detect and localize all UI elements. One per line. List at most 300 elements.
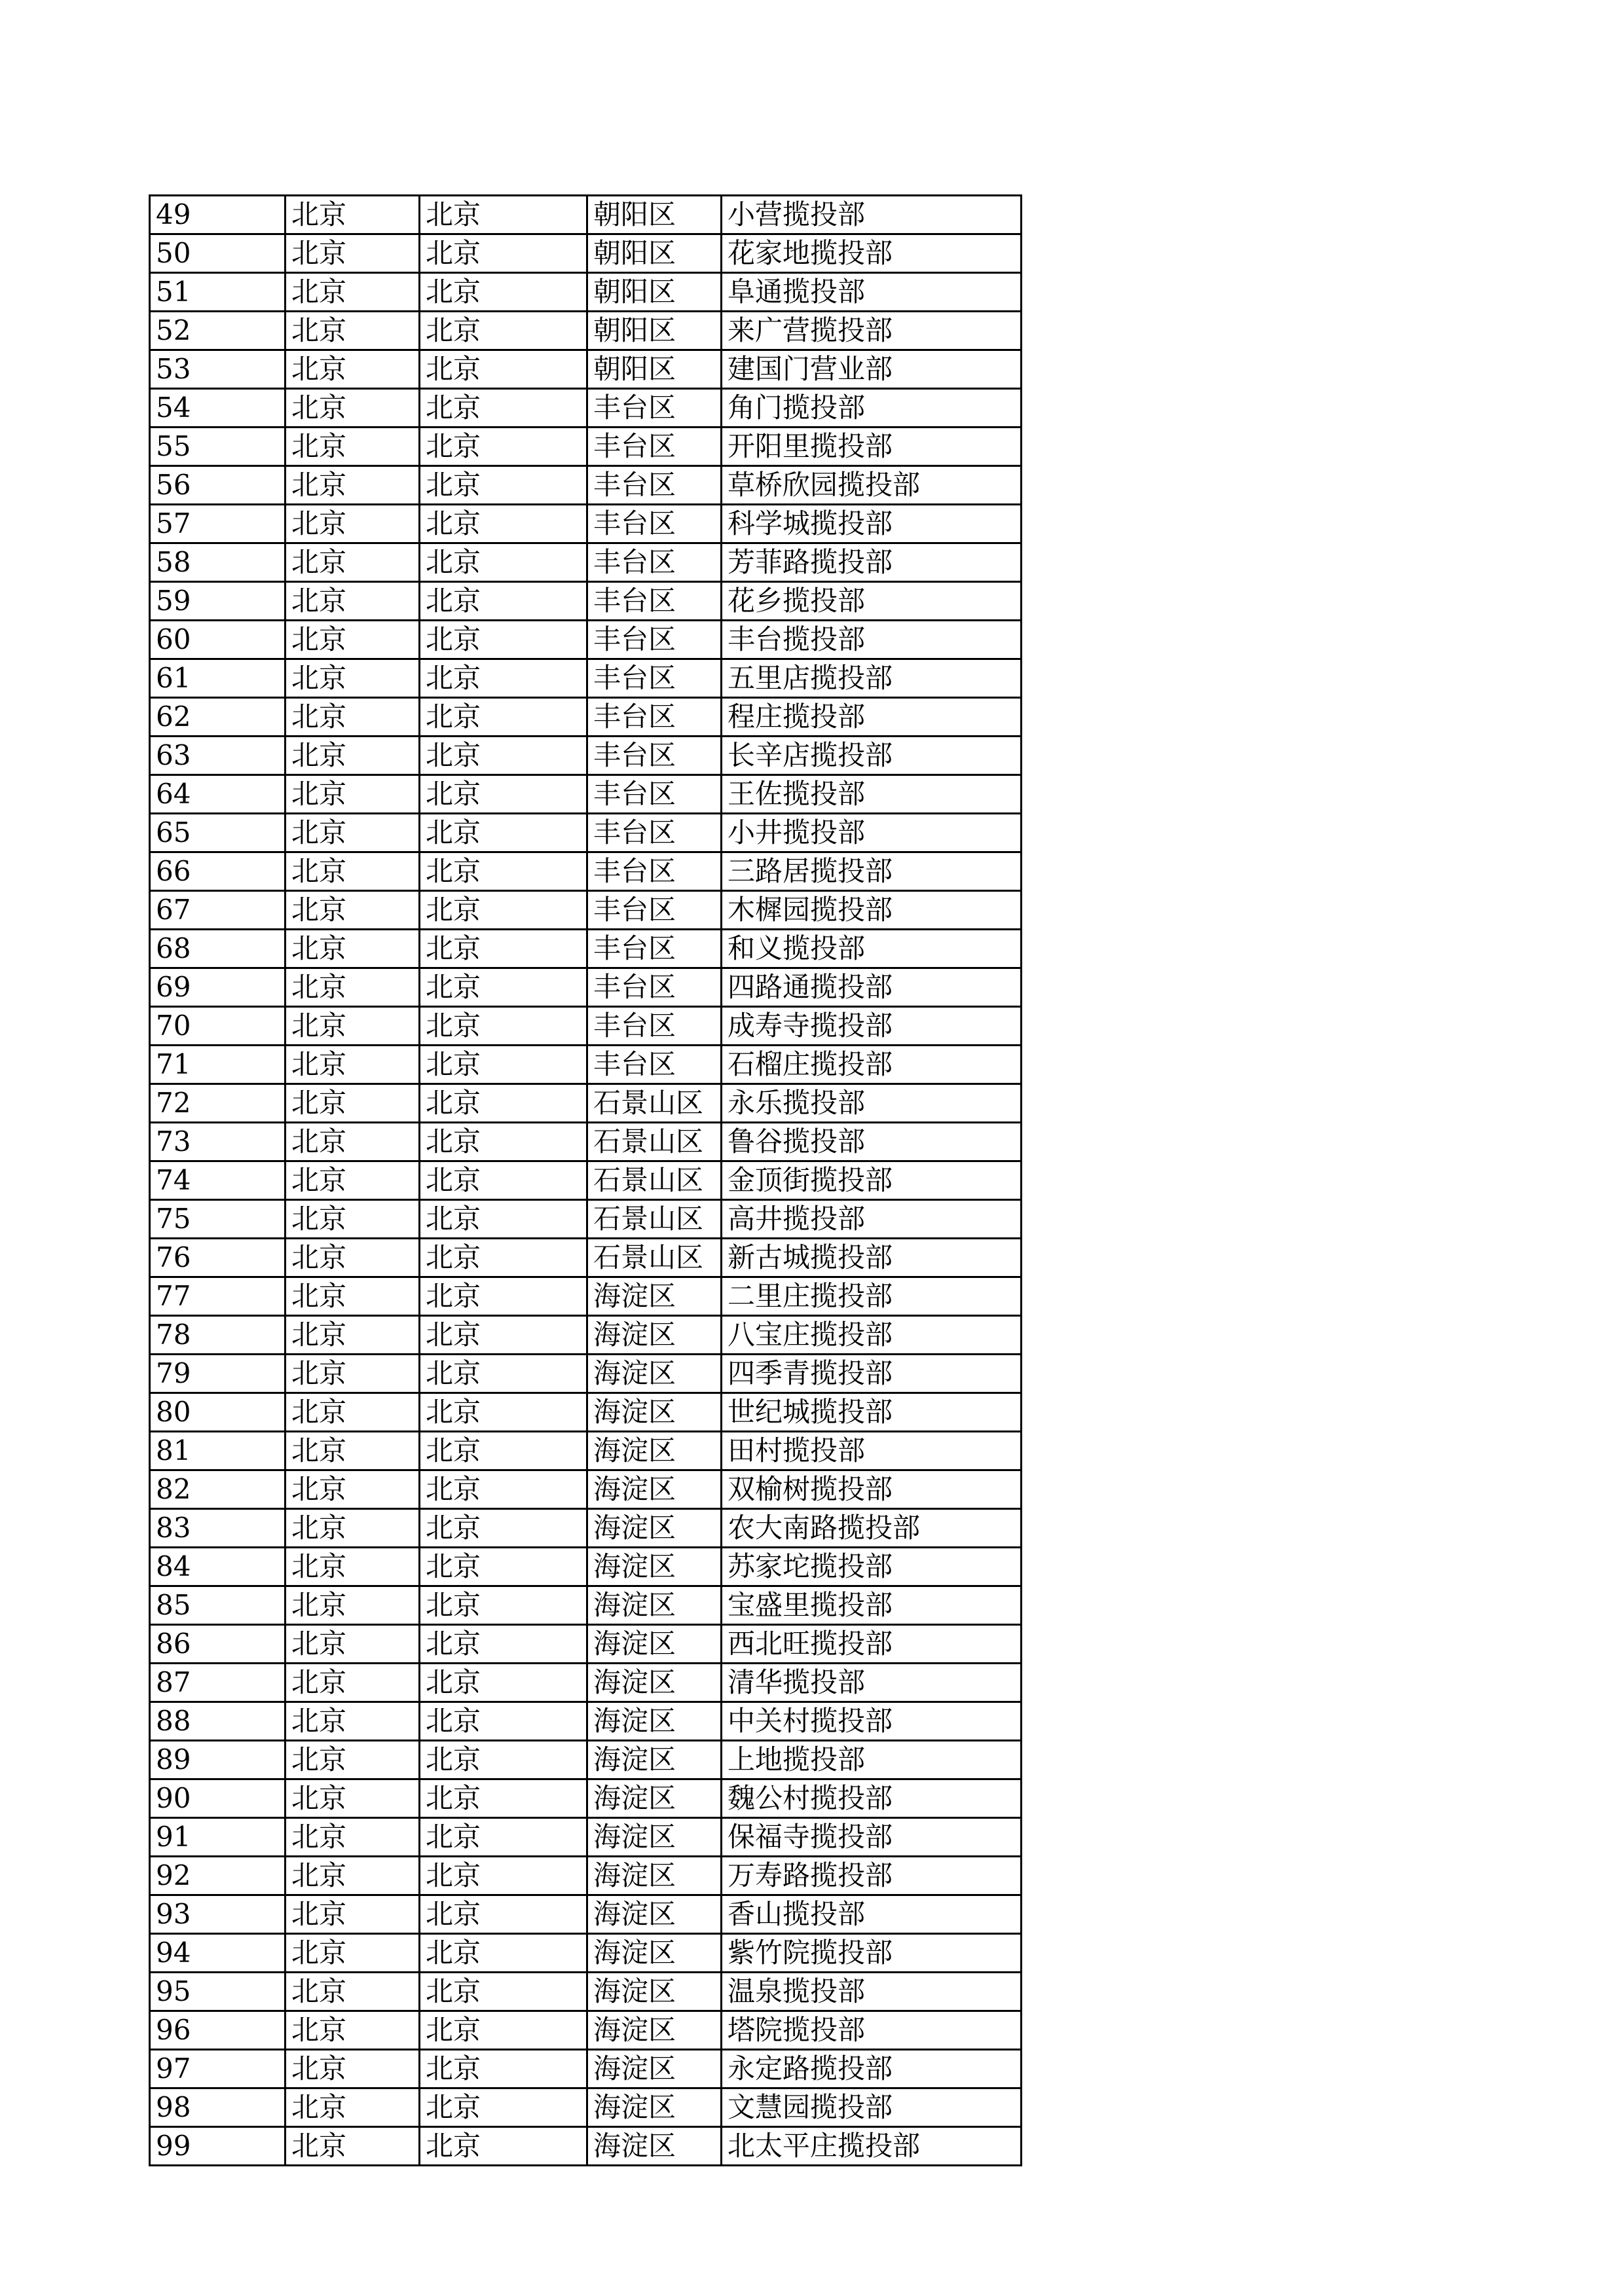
district-cell: 丰台区 [587,505,722,543]
province-cell: 北京 [286,775,420,814]
outlet-name-cell: 农大南路揽投部 [722,1509,1022,1548]
province-cell: 北京 [286,2050,420,2088]
district-cell: 丰台区 [587,852,722,891]
city-cell: 北京 [420,428,587,466]
row-number-cell: 67 [150,891,286,930]
table-row [150,852,1022,891]
city-cell: 北京 [420,2011,587,2050]
outlet-name-cell: 来广营揽投部 [722,312,1022,350]
city-cell: 北京 [420,1007,587,1046]
row-number-cell: 89 [150,1741,286,1779]
outlet-name-cell: 永定路揽投部 [722,2050,1022,2088]
table-row [150,543,1022,582]
city-cell: 北京 [420,1973,587,2011]
outlet-name-cell: 上地揽投部 [722,1741,1022,1779]
city-cell: 北京 [420,2088,587,2127]
outlet-name-cell: 花家地揽投部 [722,234,1022,273]
province-cell: 北京 [286,312,420,350]
table-row [150,196,1022,234]
province-cell: 北京 [286,930,420,968]
province-cell: 北京 [286,1548,420,1586]
table-row [150,1161,1022,1200]
table-row [150,1934,1022,1973]
province-cell: 北京 [286,1973,420,2011]
city-cell: 北京 [420,1239,587,1277]
city-cell: 北京 [420,737,587,775]
district-cell: 海淀区 [587,1548,722,1586]
province-cell: 北京 [286,1470,420,1509]
row-number-cell: 71 [150,1046,286,1084]
province-cell: 北京 [286,1123,420,1161]
province-cell: 北京 [286,1355,420,1393]
outlet-name-cell: 草桥欣园揽投部 [722,466,1022,505]
city-cell: 北京 [420,1277,587,1316]
province-cell: 北京 [286,1625,420,1664]
province-cell: 北京 [286,1818,420,1857]
district-cell: 石景山区 [587,1123,722,1161]
city-cell: 北京 [420,1046,587,1084]
row-number-cell: 94 [150,1934,286,1973]
outlet-name-cell: 花乡揽投部 [722,582,1022,621]
row-number-cell: 90 [150,1779,286,1818]
city-cell: 北京 [420,234,587,273]
row-number-cell: 96 [150,2011,286,2050]
district-cell: 海淀区 [587,1393,722,1432]
row-number-cell: 87 [150,1664,286,1702]
city-cell: 北京 [420,968,587,1007]
outlet-name-cell: 香山揽投部 [722,1895,1022,1934]
row-number-cell: 70 [150,1007,286,1046]
city-cell: 北京 [420,2050,587,2088]
city-cell: 北京 [420,621,587,659]
outlet-name-cell: 双榆树揽投部 [722,1470,1022,1509]
row-number-cell: 77 [150,1277,286,1316]
row-number-cell: 83 [150,1509,286,1548]
row-number-cell: 85 [150,1586,286,1625]
outlet-name-cell: 鲁谷揽投部 [722,1123,1022,1161]
table-row [150,1007,1022,1046]
province-cell: 北京 [286,1741,420,1779]
province-cell: 北京 [286,814,420,852]
city-cell: 北京 [420,1664,587,1702]
outlet-name-cell: 四路通揽投部 [722,968,1022,1007]
row-number-cell: 57 [150,505,286,543]
province-cell: 北京 [286,1084,420,1123]
district-cell: 丰台区 [587,543,722,582]
district-cell: 丰台区 [587,1046,722,1084]
province-cell: 北京 [286,389,420,428]
district-cell: 海淀区 [587,1779,722,1818]
district-cell: 海淀区 [587,1818,722,1857]
province-cell: 北京 [286,1316,420,1355]
district-cell: 石景山区 [587,1161,722,1200]
province-cell: 北京 [286,505,420,543]
district-cell: 丰台区 [587,814,722,852]
table-row [150,1393,1022,1432]
table-row [150,891,1022,930]
outlet-name-cell: 万寿路揽投部 [722,1857,1022,1895]
outlet-name-cell: 八宝庄揽投部 [722,1316,1022,1355]
table-row [150,1355,1022,1393]
city-cell: 北京 [420,1161,587,1200]
row-number-cell: 99 [150,2127,286,2166]
table-row [150,1818,1022,1857]
outlet-name-cell: 四季青揽投部 [722,1355,1022,1393]
row-number-cell: 76 [150,1239,286,1277]
row-number-cell: 73 [150,1123,286,1161]
district-cell: 丰台区 [587,1007,722,1046]
district-cell: 海淀区 [587,1895,722,1934]
table-row [150,466,1022,505]
table-row [150,505,1022,543]
table-row [150,273,1022,312]
city-cell: 北京 [420,1625,587,1664]
district-cell: 石景山区 [587,1084,722,1123]
outlet-name-cell: 苏家坨揽投部 [722,1548,1022,1586]
city-cell: 北京 [420,1818,587,1857]
province-cell: 北京 [286,1161,420,1200]
outlet-name-cell: 建国门营业部 [722,350,1022,389]
province-cell: 北京 [286,891,420,930]
outlet-name-cell: 高井揽投部 [722,1200,1022,1239]
row-number-cell: 93 [150,1895,286,1934]
province-cell: 北京 [286,1586,420,1625]
table-row [150,698,1022,737]
table-row [150,1239,1022,1277]
table-row [150,1084,1022,1123]
city-cell: 北京 [420,1432,587,1470]
row-number-cell: 63 [150,737,286,775]
outlet-name-cell: 和义揽投部 [722,930,1022,968]
province-cell: 北京 [286,234,420,273]
row-number-cell: 50 [150,234,286,273]
province-cell: 北京 [286,698,420,737]
city-cell: 北京 [420,2127,587,2166]
table-row [150,2127,1022,2166]
outlet-name-cell: 金顶街揽投部 [722,1161,1022,1200]
outlet-name-cell: 西北旺揽投部 [722,1625,1022,1664]
outlet-name-cell: 五里店揽投部 [722,659,1022,698]
district-cell: 石景山区 [587,1200,722,1239]
row-number-cell: 92 [150,1857,286,1895]
city-cell: 北京 [420,273,587,312]
outlet-name-cell: 塔院揽投部 [722,2011,1022,2050]
row-number-cell: 69 [150,968,286,1007]
table-row [150,659,1022,698]
table-row [150,582,1022,621]
row-number-cell: 82 [150,1470,286,1509]
row-number-cell: 74 [150,1161,286,1200]
province-cell: 北京 [286,1895,420,1934]
province-cell: 北京 [286,196,420,234]
district-cell: 海淀区 [587,1586,722,1625]
province-cell: 北京 [286,1046,420,1084]
district-cell: 朝阳区 [587,196,722,234]
district-cell: 丰台区 [587,698,722,737]
row-number-cell: 68 [150,930,286,968]
outlet-name-cell: 田村揽投部 [722,1432,1022,1470]
table-row [150,1702,1022,1741]
outlet-name-cell: 成寿寺揽投部 [722,1007,1022,1046]
province-cell: 北京 [286,1779,420,1818]
row-number-cell: 79 [150,1355,286,1393]
district-cell: 丰台区 [587,968,722,1007]
district-cell: 海淀区 [587,1509,722,1548]
district-cell: 丰台区 [587,428,722,466]
row-number-cell: 62 [150,698,286,737]
table-row [150,1857,1022,1895]
table-row [150,1470,1022,1509]
city-cell: 北京 [420,543,587,582]
outlet-name-cell: 保福寺揽投部 [722,1818,1022,1857]
outlet-name-cell: 文慧园揽投部 [722,2088,1022,2127]
row-number-cell: 49 [150,196,286,234]
table-row [150,2050,1022,2088]
city-cell: 北京 [420,1741,587,1779]
province-cell: 北京 [286,2127,420,2166]
row-number-cell: 51 [150,273,286,312]
district-cell: 海淀区 [587,1625,722,1664]
outlet-name-cell: 长辛店揽投部 [722,737,1022,775]
city-cell: 北京 [420,814,587,852]
province-cell: 北京 [286,350,420,389]
row-number-cell: 60 [150,621,286,659]
row-number-cell: 66 [150,852,286,891]
district-cell: 海淀区 [587,1857,722,1895]
city-cell: 北京 [420,852,587,891]
district-cell: 海淀区 [587,1355,722,1393]
outlet-name-cell: 二里庄揽投部 [722,1277,1022,1316]
province-cell: 北京 [286,1239,420,1277]
outlet-name-cell: 木樨园揽投部 [722,891,1022,930]
table-row [150,1586,1022,1625]
row-number-cell: 80 [150,1393,286,1432]
outlet-name-cell: 清华揽投部 [722,1664,1022,1702]
city-cell: 北京 [420,891,587,930]
table-row [150,930,1022,968]
district-cell: 丰台区 [587,775,722,814]
district-cell: 海淀区 [587,1973,722,2011]
table-row [150,1200,1022,1239]
outlet-name-cell: 王佐揽投部 [722,775,1022,814]
table-row [150,2088,1022,2127]
table-row [150,1548,1022,1586]
outlet-name-cell: 科学城揽投部 [722,505,1022,543]
row-number-cell: 97 [150,2050,286,2088]
outlet-table-body [150,196,1022,2166]
outlet-name-cell: 温泉揽投部 [722,1973,1022,2011]
outlet-name-cell: 紫竹院揽投部 [722,1934,1022,1973]
row-number-cell: 78 [150,1316,286,1355]
city-cell: 北京 [420,698,587,737]
outlet-name-cell: 阜通揽投部 [722,273,1022,312]
district-cell: 丰台区 [587,389,722,428]
city-cell: 北京 [420,1586,587,1625]
district-cell: 海淀区 [587,1432,722,1470]
district-cell: 朝阳区 [587,312,722,350]
city-cell: 北京 [420,1084,587,1123]
row-number-cell: 58 [150,543,286,582]
table-row [150,389,1022,428]
outlet-name-cell: 丰台揽投部 [722,621,1022,659]
table-row [150,1625,1022,1664]
outlet-table [149,194,1022,2166]
province-cell: 北京 [286,1200,420,1239]
outlet-name-cell: 北太平庄揽投部 [722,2127,1022,2166]
province-cell: 北京 [286,582,420,621]
city-cell: 北京 [420,775,587,814]
city-cell: 北京 [420,1702,587,1741]
province-cell: 北京 [286,968,420,1007]
province-cell: 北京 [286,1509,420,1548]
city-cell: 北京 [420,1934,587,1973]
city-cell: 北京 [420,930,587,968]
row-number-cell: 98 [150,2088,286,2127]
city-cell: 北京 [420,1355,587,1393]
row-number-cell: 84 [150,1548,286,1586]
outlet-name-cell: 魏公村揽投部 [722,1779,1022,1818]
province-cell: 北京 [286,1934,420,1973]
city-cell: 北京 [420,350,587,389]
table-row [150,1316,1022,1355]
table-row [150,1779,1022,1818]
province-cell: 北京 [286,466,420,505]
district-cell: 海淀区 [587,2050,722,2088]
outlet-name-cell: 宝盛里揽投部 [722,1586,1022,1625]
row-number-cell: 64 [150,775,286,814]
city-cell: 北京 [420,659,587,698]
district-cell: 朝阳区 [587,234,722,273]
province-cell: 北京 [286,1857,420,1895]
city-cell: 北京 [420,1123,587,1161]
province-cell: 北京 [286,1007,420,1046]
city-cell: 北京 [420,505,587,543]
province-cell: 北京 [286,1277,420,1316]
district-cell: 海淀区 [587,1316,722,1355]
province-cell: 北京 [286,737,420,775]
row-number-cell: 81 [150,1432,286,1470]
district-cell: 朝阳区 [587,273,722,312]
district-cell: 丰台区 [587,466,722,505]
table-row [150,1741,1022,1779]
city-cell: 北京 [420,1393,587,1432]
district-cell: 海淀区 [587,1702,722,1741]
province-cell: 北京 [286,2011,420,2050]
district-cell: 海淀区 [587,1277,722,1316]
province-cell: 北京 [286,273,420,312]
row-number-cell: 61 [150,659,286,698]
district-cell: 丰台区 [587,737,722,775]
district-cell: 丰台区 [587,659,722,698]
city-cell: 北京 [420,1548,587,1586]
province-cell: 北京 [286,659,420,698]
city-cell: 北京 [420,1470,587,1509]
table-row [150,1046,1022,1084]
city-cell: 北京 [420,1857,587,1895]
district-cell: 丰台区 [587,621,722,659]
city-cell: 北京 [420,1895,587,1934]
city-cell: 北京 [420,1779,587,1818]
district-cell: 丰台区 [587,891,722,930]
province-cell: 北京 [286,543,420,582]
table-row [150,621,1022,659]
outlet-name-cell: 角门揽投部 [722,389,1022,428]
outlet-name-cell: 新古城揽投部 [722,1239,1022,1277]
table-row [150,1509,1022,1548]
province-cell: 北京 [286,428,420,466]
row-number-cell: 65 [150,814,286,852]
outlet-name-cell: 世纪城揽投部 [722,1393,1022,1432]
city-cell: 北京 [420,1316,587,1355]
province-cell: 北京 [286,2088,420,2127]
outlet-name-cell: 中关村揽投部 [722,1702,1022,1741]
outlet-name-cell: 小营揽投部 [722,196,1022,234]
province-cell: 北京 [286,621,420,659]
row-number-cell: 95 [150,1973,286,2011]
row-number-cell: 86 [150,1625,286,1664]
row-number-cell: 53 [150,350,286,389]
row-number-cell: 56 [150,466,286,505]
row-number-cell: 72 [150,1084,286,1123]
province-cell: 北京 [286,1432,420,1470]
row-number-cell: 52 [150,312,286,350]
province-cell: 北京 [286,852,420,891]
district-cell: 丰台区 [587,582,722,621]
table-row [150,2011,1022,2050]
district-cell: 海淀区 [587,2127,722,2166]
row-number-cell: 55 [150,428,286,466]
city-cell: 北京 [420,1509,587,1548]
province-cell: 北京 [286,1702,420,1741]
table-row [150,350,1022,389]
district-cell: 海淀区 [587,1934,722,1973]
outlet-name-cell: 石榴庄揽投部 [722,1046,1022,1084]
outlet-name-cell: 永乐揽投部 [722,1084,1022,1123]
table-row [150,1432,1022,1470]
table-row [150,1973,1022,2011]
table-row [150,428,1022,466]
outlet-name-cell: 开阳里揽投部 [722,428,1022,466]
district-cell: 海淀区 [587,2011,722,2050]
district-cell: 海淀区 [587,1664,722,1702]
table-row [150,1664,1022,1702]
table-row [150,1123,1022,1161]
city-cell: 北京 [420,312,587,350]
outlet-name-cell: 程庄揽投部 [722,698,1022,737]
district-cell: 石景山区 [587,1239,722,1277]
table-row [150,234,1022,273]
district-cell: 朝阳区 [587,350,722,389]
row-number-cell: 54 [150,389,286,428]
table-row [150,775,1022,814]
table-row [150,1277,1022,1316]
outlet-name-cell: 芳菲路揽投部 [722,543,1022,582]
district-cell: 海淀区 [587,1470,722,1509]
province-cell: 北京 [286,1664,420,1702]
outlet-name-cell: 小井揽投部 [722,814,1022,852]
city-cell: 北京 [420,466,587,505]
table-row [150,968,1022,1007]
row-number-cell: 91 [150,1818,286,1857]
outlet-name-cell: 三路居揽投部 [722,852,1022,891]
row-number-cell: 75 [150,1200,286,1239]
table-row [150,312,1022,350]
province-cell: 北京 [286,1393,420,1432]
city-cell: 北京 [420,582,587,621]
row-number-cell: 88 [150,1702,286,1741]
city-cell: 北京 [420,1200,587,1239]
row-number-cell: 59 [150,582,286,621]
